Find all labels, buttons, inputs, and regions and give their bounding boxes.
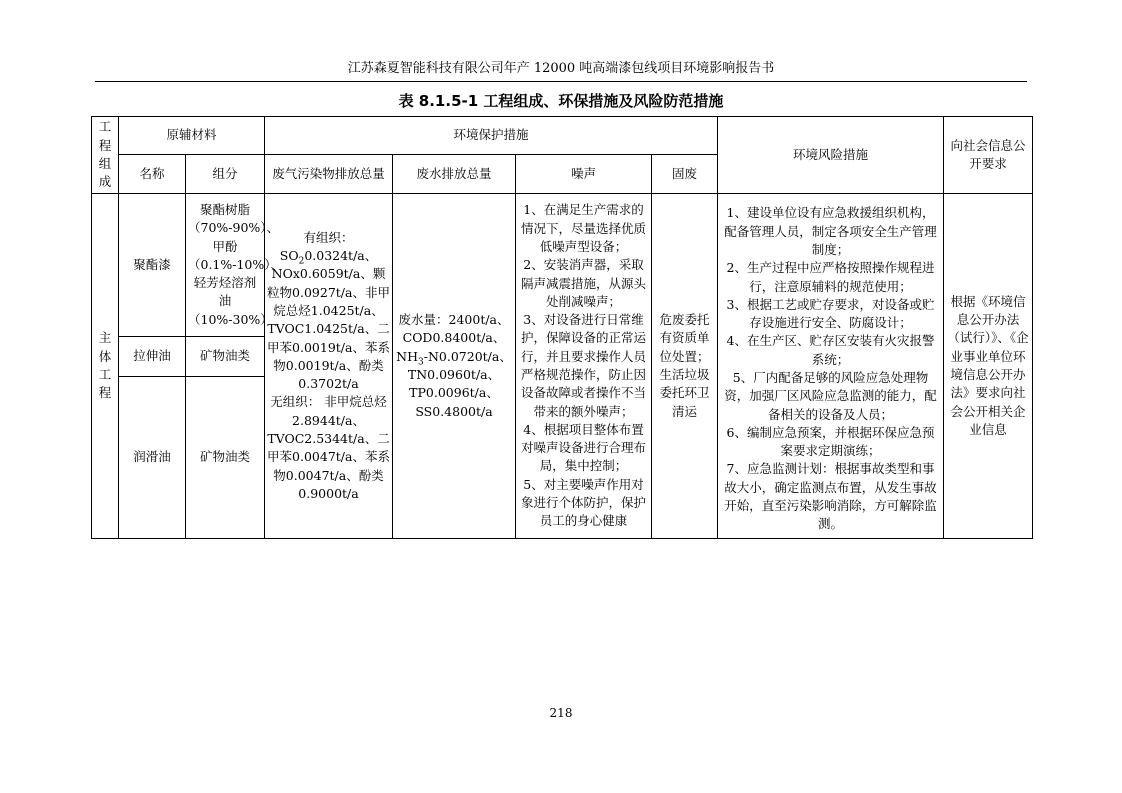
- noise-item: 3、对设备进行日常维护，保障设备的正常运行，并且要求操作人员严格规范操作，防止因设备故障或者操作不当带来的额外噪声；: [521, 312, 647, 419]
- header-component: 组分: [186, 155, 265, 194]
- nh3-subscript: 3: [418, 357, 424, 368]
- material-name: 聚酯漆: [119, 194, 186, 337]
- header-divider: [95, 81, 1027, 82]
- material-component: 聚酯树脂（70%-90%）、甲酚（0.1%-10%）、轻芳烃溶剂油（10%-30%）: [186, 194, 265, 337]
- measures-table: [91, 116, 1033, 539]
- page-number: 218: [549, 706, 573, 720]
- gas-unorganized-label: 无组织：: [270, 394, 321, 410]
- risk-measures-cell: [718, 194, 944, 539]
- noise-item: 1、在满足生产需求的情况下，尽量选择优质低噪声型设备；: [521, 202, 647, 254]
- risk-item: 7、应急监测计划：根据事故类型和事故大小，确定监测点布置，从发生事故开始，直至污染影响消除，方可解除监测。: [724, 461, 937, 532]
- document-header: 江苏森夏智能科技有限公司年产 12000 吨高端漆包线项目环境影响报告书: [347, 61, 775, 76]
- material-name: 拉伸油: [119, 337, 186, 377]
- risk-item: 3、根据工艺或贮存要求，对设备或贮存设施进行安全、防腐设计；: [726, 296, 935, 331]
- risk-item: 5、厂内配备足够的风险应急处理物资，加强厂区风险应急监测的能力，配备相关的设备及人员；: [724, 370, 937, 422]
- water-values-2: -N0.0720t/a、TN0.0960t/a、TP0.0096t/a、SS0.4800t/a: [407, 348, 512, 419]
- header-water: 废水排放总量: [393, 155, 516, 194]
- risk-item: 4、在生产区、贮存区安装有火灾报警系统；: [726, 333, 935, 367]
- so2-subscript: 2: [298, 256, 305, 267]
- header-env-protection: 环境保护措施: [265, 117, 718, 155]
- so2-label: SO: [279, 248, 299, 264]
- row-group-label: 主体工程: [92, 194, 119, 539]
- material-component: 矿物油类: [186, 337, 265, 377]
- nh3-label: NH: [396, 348, 419, 364]
- gas-emissions-cell: [265, 194, 393, 539]
- gas-organized-label: 有组织：: [303, 229, 354, 245]
- risk-item: 2、生产过程中应严格按照操作规程进行，注意原辅料的规范使用；: [726, 260, 935, 294]
- gas-unorganized-values: 非甲烷总烃2.8944t/a、TVOC2.5344t/a、二甲苯0.0047t/a、苯系物0.0047t/a、酚类0.9000t/a: [267, 394, 390, 501]
- so2-value: 0.0324t/a、: [304, 248, 378, 264]
- gas-organized-values: NOx0.6059t/a、颗粒物0.0927t/a、非甲烷总烃1.0425t/a、TVOC1.0425t/a、二甲苯0.0019t/a、苯系物0.0019t/a、酚类0.3702t/a: [267, 266, 390, 392]
- table-title: 表 8.1.5-1 工程组成、环保措施及风险防范措施: [398, 92, 724, 110]
- risk-item: 6、编制应急预案，并根据环保应急预案要求定期演练；: [726, 424, 935, 459]
- material-name: 润滑油: [119, 377, 186, 539]
- water-emissions-cell: [393, 194, 516, 539]
- noise-item: 2、安装消声器，采取隔声减震措施，从源头处削减噪声；: [521, 257, 647, 309]
- header-disclosure: 向社会信息公开要求: [944, 117, 1033, 194]
- solid-waste-cell: 危废委托有资质单位处置；生活垃圾委托环卫清运: [652, 194, 718, 539]
- header-raw-materials: 原辅材料: [119, 117, 265, 155]
- header-risk: 环境风险措施: [718, 117, 944, 194]
- header-project: 工程组成: [92, 117, 119, 194]
- material-component: 矿物油类: [186, 377, 265, 539]
- header-gas: 废气污染物排放总量: [265, 155, 393, 194]
- disclosure-cell: 根据《环境信息公开办法（试行）》、《企业事业单位环境信息公开办法》要求向社会公开相关企业信息: [944, 194, 1033, 539]
- noise-measures-cell: [516, 194, 652, 539]
- noise-item: 5、对主要噪声作用对象进行个体防护，保护员工的身心健康: [521, 476, 647, 529]
- header-name: 名称: [119, 155, 186, 194]
- header-noise: 噪声: [516, 155, 652, 194]
- risk-item: 1、建设单位设有应急救援组织机构，配备管理人员，制定各项安全生产管理制度；: [724, 205, 937, 257]
- noise-item: 4、根据项目整体布置对噪声设备进行合理布局，集中控制；: [521, 421, 647, 474]
- header-solid: 固废: [652, 155, 718, 194]
- water-values-1: 废水量：2400t/a、COD0.8400t/a、: [398, 312, 510, 346]
